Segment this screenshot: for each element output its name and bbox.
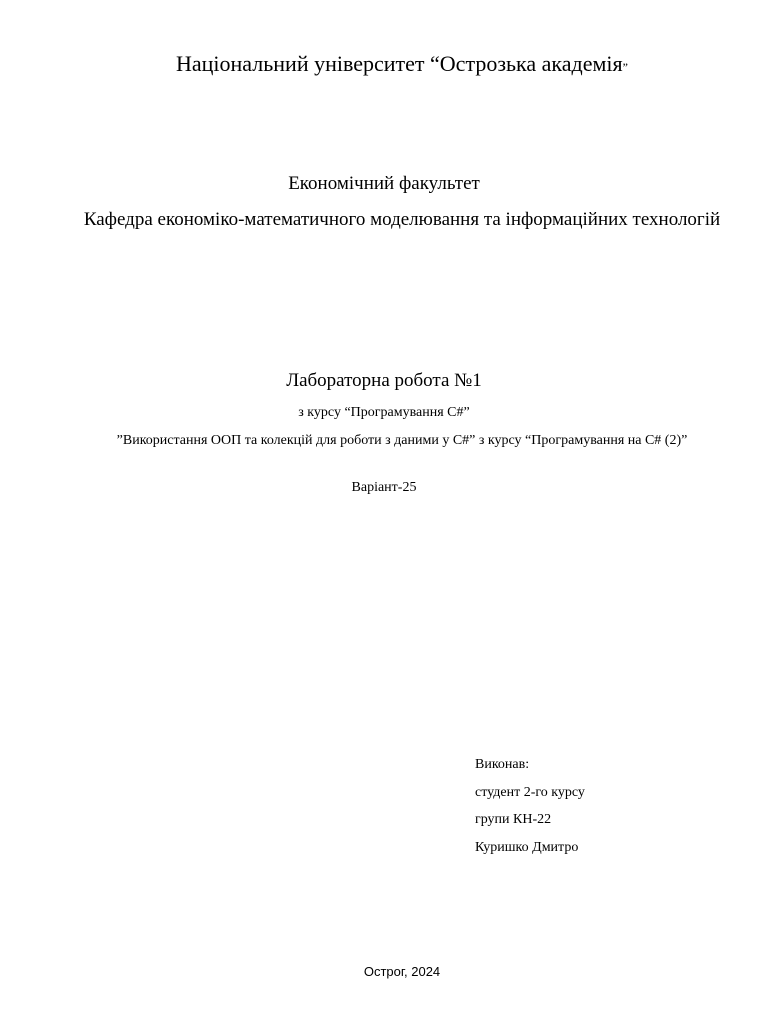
university-name: Національний університет “Острозька академія (175, 51, 623, 76)
performed-label: Виконав: (475, 757, 530, 772)
author-block (475, 755, 585, 865)
lab-title: Лабораторна робота №1 (286, 370, 482, 391)
student-year: студент 2-го курсу (475, 784, 585, 800)
faculty-name: Економічний факультет (288, 173, 480, 194)
variant-number: Варіант-25 (351, 480, 417, 495)
university-closing-quote: ” (622, 60, 628, 74)
lab-topic: ”Використання ООП та колекцій для роботи з даними у C#” з курсу “Програмування на C# (2)” (116, 433, 688, 448)
place-and-year: Острог, 2024 (363, 964, 441, 979)
university-title (18, 50, 768, 81)
student-name: Куришко Дмитро (475, 839, 579, 855)
student-group: групи КН-22 (475, 812, 552, 827)
department-name: Кафедра економіко-математичного моделювання та інформаційних технологій (83, 209, 721, 230)
course-name: з курсу “Програмування C#” (298, 405, 470, 420)
